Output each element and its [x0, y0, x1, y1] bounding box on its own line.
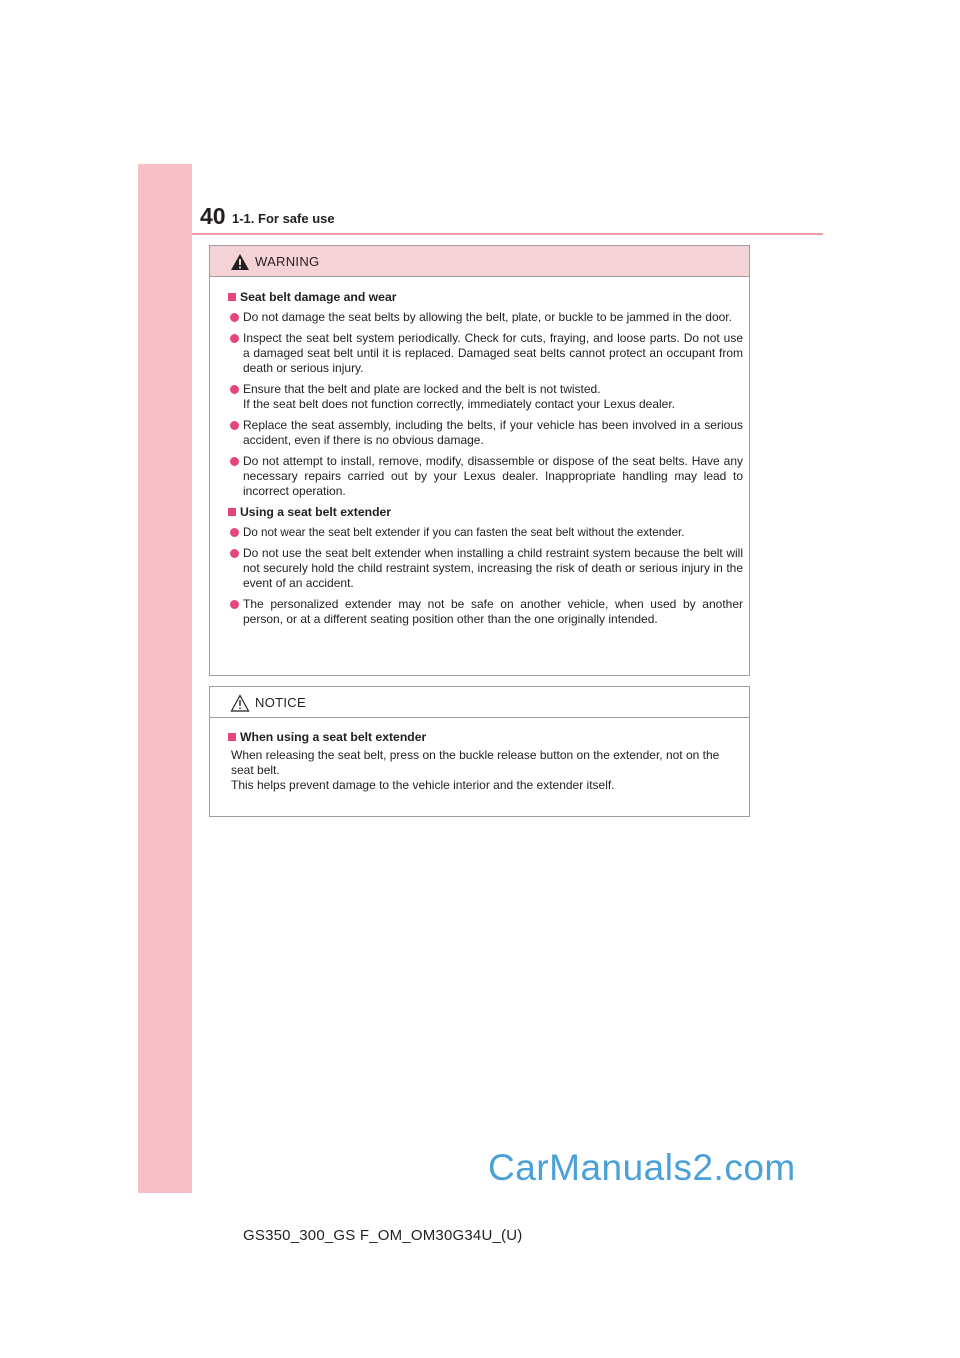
- list-item: Do not wear the seat belt extender if you can fasten the seat belt without the extender.: [228, 525, 743, 540]
- header-rule: [192, 233, 823, 235]
- bullet-icon: [230, 385, 239, 394]
- list-item: Do not use the seat belt extender when installing a child restraint system because the belt will not securely hold the child restraint system, increasing the risk of death or serious injury in the event of an accident.: [228, 546, 743, 591]
- bullet-icon: [230, 600, 239, 609]
- list-item: Ensure that the belt and plate are locked and the belt is not twisted. If the seat belt does not function correctly, immediately contact your Lexus dealer.: [228, 382, 743, 412]
- list-item: The personalized extender may not be safe on another vehicle, when used by another person, or at a different seating position other than the one originally intended.: [228, 597, 743, 627]
- list-item: Do not attempt to install, remove, modify, disassemble or dispose of the seat belts. Have any necessary repairs carried out by your Lexus dealer. Inappropriate handling may lead to incorrect operation.: [228, 454, 743, 499]
- bullet-icon: [230, 457, 239, 466]
- warning-header: [210, 246, 749, 277]
- warning-title: WARNING: [255, 254, 320, 269]
- bullet-icon: [230, 528, 239, 537]
- square-bullet-icon: [228, 508, 236, 516]
- bullet-icon: [230, 421, 239, 430]
- notice-body: When releasing the seat belt, press on the buckle release button on the extender, not on the seat belt. This helps prevent damage to the vehicle interior and the extender itself.: [231, 748, 720, 792]
- warning-box: [209, 245, 750, 676]
- notice-header: [210, 687, 749, 718]
- caution-triangle-icon: [230, 694, 250, 712]
- warning-triangle-icon: [230, 253, 250, 271]
- warning-heading: Using a seat belt extender: [228, 505, 743, 520]
- watermark: CarManuals2.com: [488, 1147, 796, 1188]
- page-number: 40: [200, 203, 226, 229]
- warning-content: [228, 290, 743, 633]
- notice-title: NOTICE: [255, 695, 306, 710]
- bullet-icon: [230, 334, 239, 343]
- list-item: Inspect the seat belt system periodically. Check for cuts, fraying, and loose parts. Do not use a damaged seat belt until it is replaced. Damaged seat belts cannot protect an occupant from death or serious injury.: [228, 331, 743, 376]
- notice-heading: When using a seat belt extender: [228, 730, 743, 745]
- bullet-icon: [230, 549, 239, 558]
- warning-heading: Seat belt damage and wear: [228, 290, 743, 305]
- square-bullet-icon: [228, 293, 236, 301]
- notice-content: [228, 730, 743, 793]
- side-tab-bar: [138, 164, 192, 1193]
- list-item: Replace the seat assembly, including the belts, if your vehicle has been involved in a serious accident, even if there is no obvious damage.: [228, 418, 743, 448]
- bullet-icon: [230, 313, 239, 322]
- square-bullet-icon: [228, 733, 236, 741]
- footer-code: GS350_300_GS F_OM_OM30G34U_(U): [243, 1227, 523, 1244]
- list-item: Do not damage the seat belts by allowing the belt, plate, or buckle to be jammed in the door.: [228, 310, 743, 325]
- notice-box: [209, 686, 750, 817]
- section-title: 1-1. For safe use: [232, 211, 335, 226]
